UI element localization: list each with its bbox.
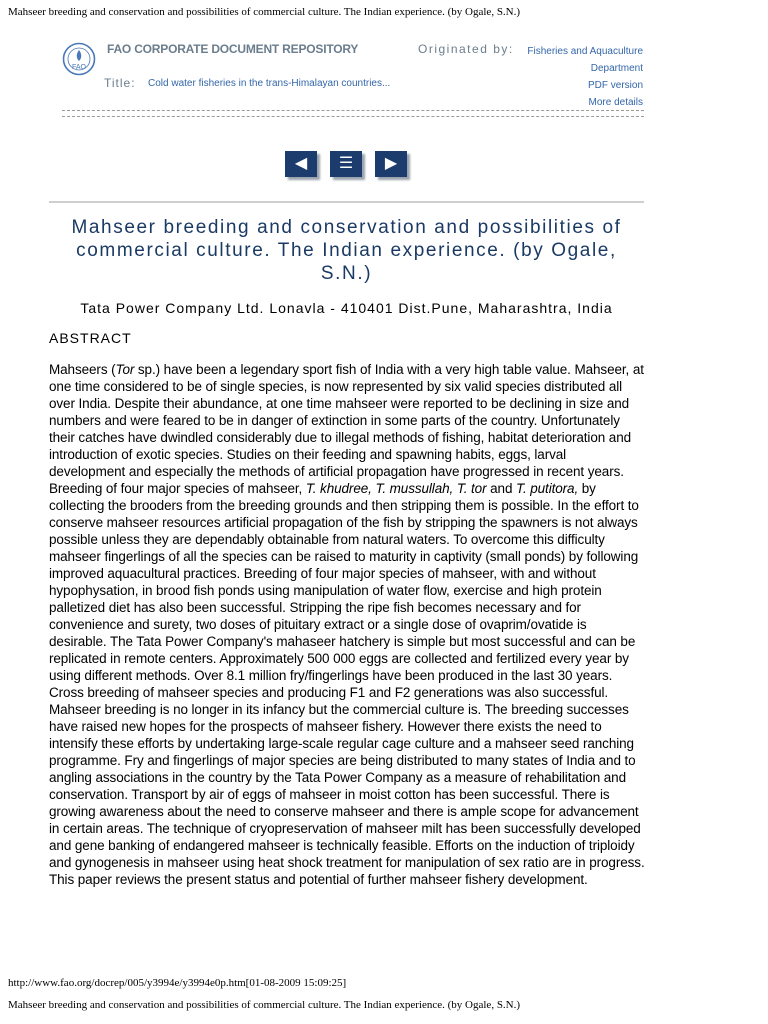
horizontal-rule: [49, 201, 644, 203]
arrow-left-icon: ◀: [294, 155, 308, 172]
previous-page-button[interactable]: [285, 151, 317, 177]
list-icon: ☰: [338, 155, 354, 172]
title-label: Title:: [104, 76, 136, 90]
next-page-button[interactable]: [375, 151, 407, 177]
print-footer: Mahseer breeding and conservation and possibilities of commercial culture. The Indian experience. (by Ogale, S.N.): [8, 999, 521, 1011]
fisheries-department-link-line1[interactable]: Fisheries and Aquaculture: [527, 46, 643, 57]
author-affiliation: Tata Power Company Ltd. Lonavla - 410401 Dist.Pune, Maharashtra, India: [80, 300, 613, 316]
fisheries-department-link-line2[interactable]: Department: [590, 63, 643, 74]
arrow-right-icon: ▶: [384, 155, 398, 172]
more-details-link[interactable]: More details: [588, 97, 643, 108]
abstract-body: [49, 361, 645, 888]
repository-title: FAO CORPORATE DOCUMENT REPOSITORY: [107, 42, 359, 56]
print-url: http://www.fao.org/docrep/005/y3994e/y3994e0p.htm[01-08-2009 15:09:25]: [8, 977, 347, 989]
abstract-text: Mahseers (: [49, 362, 116, 377]
title-link[interactable]: Cold water fisheries in the trans-Himalayan countries...: [148, 78, 391, 89]
fao-logo-text: FAO: [71, 64, 87, 71]
pdf-version-link[interactable]: PDF version: [587, 80, 643, 91]
abstract-text: and: [486, 481, 517, 496]
species-name-putitora: T. putitora,: [516, 481, 579, 496]
abstract-text: sp.) have been a legendary sport fish of India with a very high table value. Mahseer, at one time considered to be of single species, is now represented by six valid species distributed all over India. Despite their abundance, at one time mahseer were reported to be declining in size and numbers and were feared to be in danger of extinction in some parts of the country. Unfortunately their catches have dwindled considerably due to illegal methods of fishing, habitat deterioration and introduction of exotic species. Studies on their feeding and spawning habits, eggs, larval development and especially the methods of artificial propagation have progressed in recent years. Breeding of four major species of mahseer,: [49, 362, 644, 496]
originated-links: [503, 43, 643, 111]
table-of-contents-button[interactable]: [330, 151, 362, 177]
abstract-heading: ABSTRACT: [49, 330, 132, 346]
originated-by-label: Originated by:: [418, 42, 514, 56]
dashed-divider-bottom: [62, 116, 644, 117]
species-names: T. khudree, T. mussullah, T. tor: [305, 481, 487, 496]
abstract-text: by collecting the brooders from the breeding grounds and then stripping them is possible. In the effort to conserve mahseer resources artificial propagation of the fish by stripping the spawners is not always possible unless they are dependably obtainable from natural waters. To overcome this difficulty mahseer fingerlings of all the species can be raised to maturity in captivity (small ponds) by following improved aquacultural practices. Breeding of four major species of mahseer, with and without hypophysation, in brood fish ponds using manipulation of water flow, exercise and high protein palletized diet has also been successful. Stripping the ripe fish becomes necessary and for convenience and surety, two doses of pituitary extract or a single dose of ovaprim/ovatide is desirable. The Tata Power Company's mahaseer hatchery is simple but most successful and can be replicated in remote centers. Approximately 500 000 eggs are collected and fertilized every year by using different methods. Over 8.1 million fry/fingerlings have been produced in the last 30 years. Cross breeding of mahseer species and producing F1 and F2 generations was also successful. Mahseer breeding is no longer in its infancy but the commercial culture is. The breeding successes have raised new hopes for the prospects of mahseer fishery. However there exists the need to intensify these efforts by undertaking large-scale regular cage culture and a mahseer seed ranching programme. Fry and fingerlings of major species are being distributed to many states of India and to angling associations in the country by the Tata Power Company as a measure of rehabilitation and conservation. Transport by air of eggs of mahseer in moist cotton has been successful. There is growing awareness about the need to conserve mahseer and there is ample scope for advancement in certain areas. The technique of cryopreservation of mahseer milt has been successfully developed and gene banking of endangered mahseer is technically feasible. Efforts on the induction of triploidy and gynogenesis in mahseer using heat shock treatment for manipulation of sex ratio are in progress. This paper reviews the present status and potential of further mahseer fishery development.: [49, 481, 645, 887]
navigation-bar: [285, 151, 409, 183]
document-title: Mahseer breeding and conservation and possibilities of commercial culture. The Indian experience. (by Ogale, S.N.): [71, 217, 622, 284]
fao-logo: [62, 42, 96, 76]
species-name-tor: Tor: [115, 362, 135, 377]
print-header: Mahseer breeding and conservation and possibilities of commercial culture. The Indian experience. (by Ogale, S.N.): [8, 6, 521, 18]
dashed-divider-top: [62, 110, 644, 111]
